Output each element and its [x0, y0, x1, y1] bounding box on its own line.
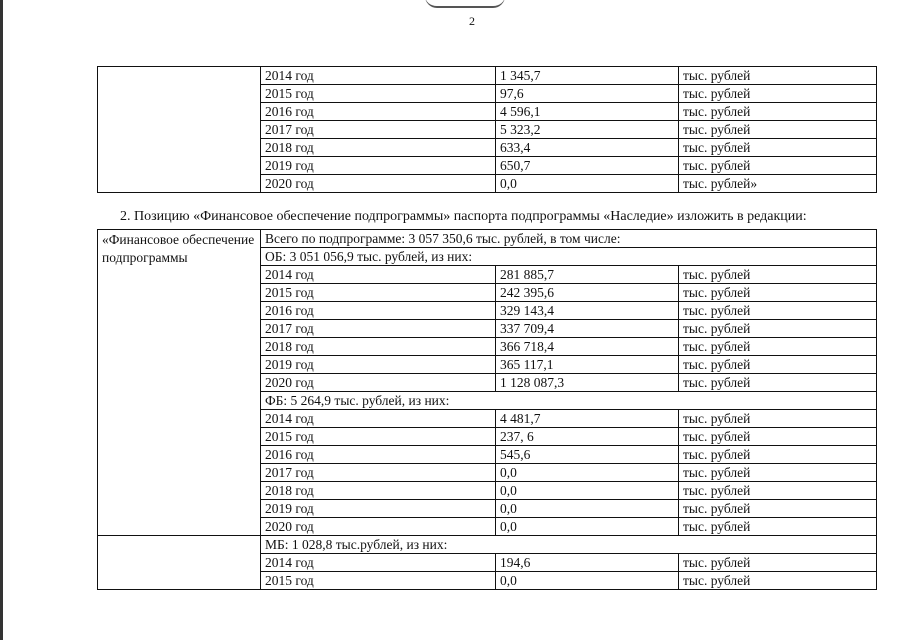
section-header-row: [98, 536, 877, 554]
year-cell: 2019 год: [261, 157, 496, 175]
year-cell: 2018 год: [261, 482, 496, 500]
year-cell: 2014 год: [261, 67, 496, 85]
amount-cell: 365 117,1: [496, 356, 679, 374]
label-cell-empty: [98, 67, 261, 193]
amount-cell: 242 395,6: [496, 284, 679, 302]
unit-cell: тыс. рублей: [679, 446, 877, 464]
year-cell: 2016 год: [261, 446, 496, 464]
unit-cell: тыс. рублей: [679, 139, 877, 157]
unit-cell: тыс. рублей»: [679, 175, 877, 193]
unit-cell: тыс. рублей: [679, 554, 877, 572]
amount-cell: 633,4: [496, 139, 679, 157]
section-header-cell: ОБ: 3 051 056,9 тыс. рублей, из них:: [261, 248, 877, 266]
unit-cell: тыс. рублей: [679, 284, 877, 302]
unit-cell: тыс. рублей: [679, 338, 877, 356]
unit-cell: тыс. рублей: [679, 121, 877, 139]
amount-cell: 97,6: [496, 85, 679, 103]
unit-cell: тыс. рублей: [679, 302, 877, 320]
unit-cell: тыс. рублей: [679, 410, 877, 428]
label-cell-empty: [98, 536, 261, 590]
amount-cell: 194,6: [496, 554, 679, 572]
unit-cell: тыс. рублей: [679, 157, 877, 175]
scan-artifact-mark: [425, 0, 505, 8]
year-cell: 2014 год: [261, 410, 496, 428]
year-cell: 2015 год: [261, 428, 496, 446]
amount-cell: 0,0: [496, 464, 679, 482]
year-cell: 2016 год: [261, 103, 496, 121]
amount-cell: 366 718,4: [496, 338, 679, 356]
unit-cell: тыс. рублей: [679, 500, 877, 518]
amount-cell: 0,0: [496, 500, 679, 518]
scan-left-edge: [0, 0, 3, 640]
unit-cell: тыс. рублей: [679, 320, 877, 338]
point-2-text: 2. Позицию «Финансовое обеспечение подпрограммы» паспорта подпрограммы «Наследие» изложить в редакции:: [120, 209, 807, 224]
section-header-cell: МБ: 1 028,8 тыс.рублей, из них:: [261, 536, 877, 554]
year-cell: 2018 год: [261, 338, 496, 356]
year-cell: 2020 год: [261, 175, 496, 193]
section-header-cell: Всего по подпрограмме: 3 057 350,6 тыс. рублей, в том числе:: [261, 230, 877, 248]
amount-cell: 0,0: [496, 572, 679, 590]
unit-cell: тыс. рублей: [679, 374, 877, 392]
unit-cell: тыс. рублей: [679, 85, 877, 103]
unit-cell: тыс. рублей: [679, 266, 877, 284]
year-cell: 2014 год: [261, 266, 496, 284]
year-cell: 2014 год: [261, 554, 496, 572]
amount-cell: 1 345,7: [496, 67, 679, 85]
year-cell: 2017 год: [261, 121, 496, 139]
amount-cell: 4 596,1: [496, 103, 679, 121]
amount-cell: 329 143,4: [496, 302, 679, 320]
amount-cell: 0,0: [496, 482, 679, 500]
unit-cell: тыс. рублей: [679, 464, 877, 482]
page-number: 2: [469, 14, 475, 28]
year-cell: 2015 год: [261, 572, 496, 590]
year-cell: 2019 год: [261, 356, 496, 374]
unit-cell: тыс. рублей: [679, 572, 877, 590]
amount-cell: 650,7: [496, 157, 679, 175]
year-cell: 2015 год: [261, 85, 496, 103]
year-cell: 2020 год: [261, 374, 496, 392]
unit-cell: тыс. рублей: [679, 518, 877, 536]
amount-cell: 4 481,7: [496, 410, 679, 428]
subprogram-funding-label: «Финансовое обеспечение подпрограммы: [98, 230, 261, 536]
table-row: [98, 67, 877, 85]
amount-cell: 5 323,2: [496, 121, 679, 139]
section-header-cell: ФБ: 5 264,9 тыс. рублей, из них:: [261, 392, 877, 410]
amount-cell: 281 885,7: [496, 266, 679, 284]
year-cell: 2016 год: [261, 302, 496, 320]
amount-cell: 1 128 087,3: [496, 374, 679, 392]
amount-cell: 545,6: [496, 446, 679, 464]
unit-cell: тыс. рублей: [679, 482, 877, 500]
year-cell: 2018 год: [261, 139, 496, 157]
year-cell: 2017 год: [261, 464, 496, 482]
unit-cell: тыс. рублей: [679, 428, 877, 446]
unit-cell: тыс. рублей: [679, 67, 877, 85]
total-row: [98, 230, 877, 248]
year-cell: 2019 год: [261, 500, 496, 518]
unit-cell: тыс. рублей: [679, 103, 877, 121]
unit-cell: тыс. рублей: [679, 356, 877, 374]
year-cell: 2015 год: [261, 284, 496, 302]
year-cell: 2017 год: [261, 320, 496, 338]
year-cell: 2020 год: [261, 518, 496, 536]
amount-cell: 0,0: [496, 518, 679, 536]
amount-cell: 0,0: [496, 175, 679, 193]
funding-table-nasledie: [97, 229, 877, 590]
funding-table-continued: [97, 66, 877, 193]
amount-cell: 337 709,4: [496, 320, 679, 338]
amount-cell: 237, 6: [496, 428, 679, 446]
